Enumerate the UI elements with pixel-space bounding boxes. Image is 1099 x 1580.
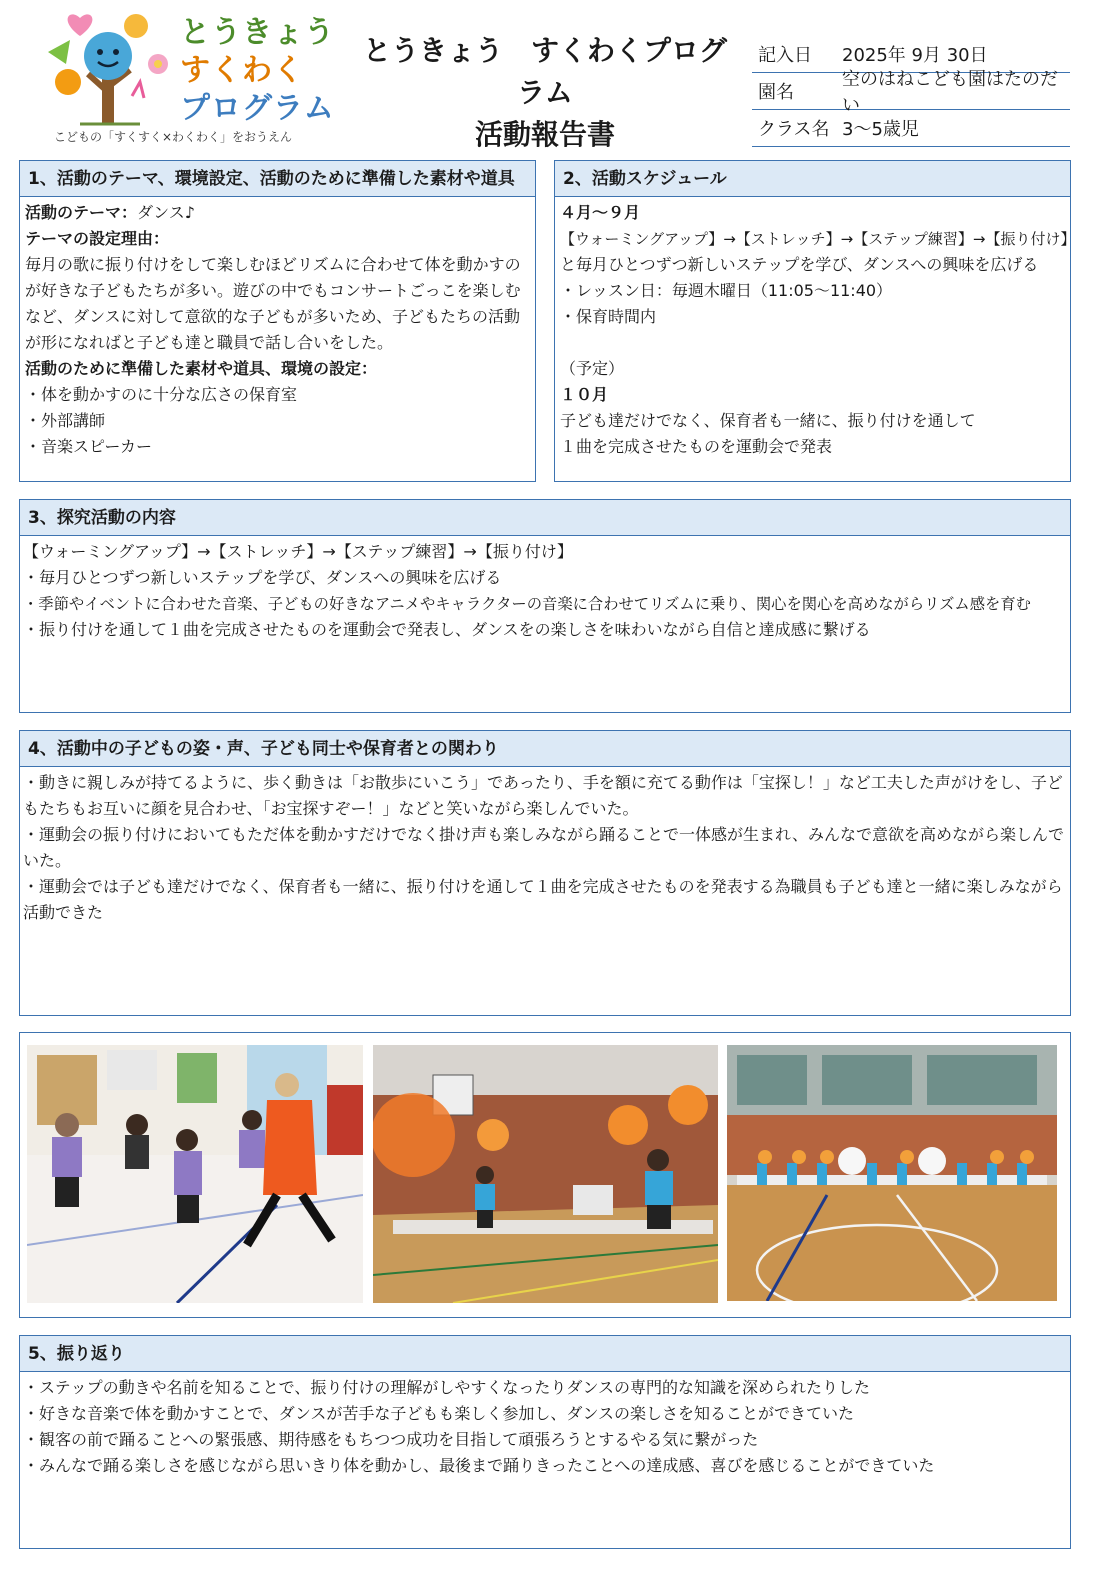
photo-strip [19,1032,1071,1318]
section-schedule [554,160,1076,482]
inquiry-line: 【ウォーミングアップ】→【ストレッチ】→【ステップ練習】→【振り付け】 [23,542,573,561]
schedule-line: 子ども達だけでなく、保育者も一緒に、振り付けを通して [560,411,976,430]
section-heading: 2、活動スケジュール [555,161,1070,197]
gym-performance-photo [727,1045,1057,1301]
section-observations [19,730,1071,1016]
material-item: ・体を動かすのに十分な広さの保育室 [25,385,298,404]
section-heading: 4、活動中の子どもの姿・声、子ども同士や保育者との関わり [20,731,1070,767]
classroom-dance-photo [27,1045,363,1303]
reason-label: テーマの設定理由： [25,229,170,248]
logo-tagline: こどもの「すくすく×わくわく」をおうえん [54,130,293,144]
observation-paragraph: ・運動会の振り付けにおいてもただ体を動かすだけでなく掛け声も楽しみながら踊ることで一体感が生まれ、みんなで意欲を高めながら楽しんでいた。 [23,825,1064,870]
meta-row-class [752,110,1070,147]
schedule-line: ・保育時間内 [560,307,657,326]
theme-value: ダンス♪ [137,203,195,222]
meta-value: 3～5歳児 [842,119,919,140]
meta-label: 園名 [758,82,794,103]
schedule-line: １曲を完成させたものを運動会で発表 [560,437,833,456]
reason-text: 毎月の歌に振り付けをして楽しむほどリズムに合わせて体を動かすのが好きな子どもたちが多い。遊びの中でもコンサートごっこを楽しむなど、ダンスに対して意欲的な子どもが多いため、子どもたちの活動が形になればと子ども達と職員で話し合いをした。 [25,255,521,352]
theme-label: 活動のテーマ： [25,203,138,222]
document-title-line1: とうきょう すくわくプログラム [362,34,727,109]
schedule-line: ・レッスン日：毎週木曜日（11:05～11:40） [560,281,893,300]
logo-line3: プログラム [180,91,335,126]
schedule-line: と毎月ひとつずつ新しいステップを学び、ダンスへの興味を広げる [560,255,1039,274]
meta-label: 記入日 [758,45,812,66]
schedule-spacer [560,330,1064,356]
reflection-line: ・みんなで踊る楽しさを感じながら思いきり体を動かし、最後まで踊りきったことへの達成感、喜びを感じることができていた [23,1456,935,1475]
logo-line2: すくわく [180,53,304,88]
material-item: ・音楽スピーカー [25,437,153,456]
document-title [360,30,730,156]
meta-row-school [752,69,1070,116]
logo-tree-illustration [40,12,180,132]
schedule-period: ４月～９月 [560,203,641,222]
reflection-line: ・ステップの動きや名前を知ることで、振り付けの理解がしやすくなったりダンスの専門的な知識を深められたりした [23,1378,871,1397]
observation-paragraph: ・動きに親しみが持てるように、歩く動きは「お散歩にいこう」であったり、手を額に充てる動作は「宝探し！」など工夫した声がけをし、子どもたちもお互いに顔を見合わせ、「お宝探すぞー！」などと笑いながら楽しんでいた。 [23,773,1063,818]
reflection-line: ・観客の前で踊ることへの緊張感、期待感をもちつつ成功を目指して頑張ろうとするやる気に繋がった [23,1430,759,1449]
section-theme [19,160,536,482]
section-heading: 5、振り返り [20,1336,1070,1372]
report-meta-table [752,36,1070,147]
section-heading: 1、活動のテーマ、環境設定、活動のために準備した素材や道具 [20,161,535,197]
meta-label: クラス名 [758,119,830,140]
material-item: ・外部講師 [25,411,106,430]
document-title-line2: 活動報告書 [474,118,615,151]
inquiry-line: ・毎月ひとつずつ新しいステップを学び、ダンスへの興味を広げる [23,568,502,587]
materials-label: 活動のために準備した素材や道具、環境の設定： [25,359,378,378]
inquiry-line: ・季節やイベントに合わせた音楽、子どもの好きなアニメやキャラクターの音楽に合わせてリズムに乗り、関心を関心を高めながらリズム感を育む [23,595,1031,613]
reflection-line: ・好きな音楽で体を動かすことで、ダンスが苦手な子どもも楽しく参加し、ダンスの楽しさを知ることができていた [23,1404,855,1423]
schedule-period: １０月 [560,385,609,404]
schedule-line: 【ウォーミングアップ】→【ストレッチ】→【ステップ練習】→【振り付け】 [560,230,1076,248]
logo-wordmark [180,14,335,128]
schedule-plan-label: （予定） [560,359,625,378]
section-reflection [19,1335,1071,1549]
program-logo [40,12,340,152]
meta-value: 2025年 9月 30日 [842,45,988,66]
logo-line1: とうきょう [180,15,335,50]
gym-pompom-photo [373,1045,718,1303]
theme-line [25,200,529,226]
section-heading: 3、探究活動の内容 [20,500,1070,536]
inquiry-line: ・振り付けを通して１曲を完成させたものを運動会で発表し、ダンスをの楽しさを味わいながら自信と達成感に繋げる [23,620,871,639]
section-inquiry [19,499,1071,713]
observation-paragraph: ・運動会では子ども達だけでなく、保育者も一緒に、振り付けを通して１曲を完成させたものを発表する為職員も子ども達と一緒に楽しみながら活動できた [23,877,1063,922]
meta-value: 空のはねこども園はたのだい [842,69,1058,116]
